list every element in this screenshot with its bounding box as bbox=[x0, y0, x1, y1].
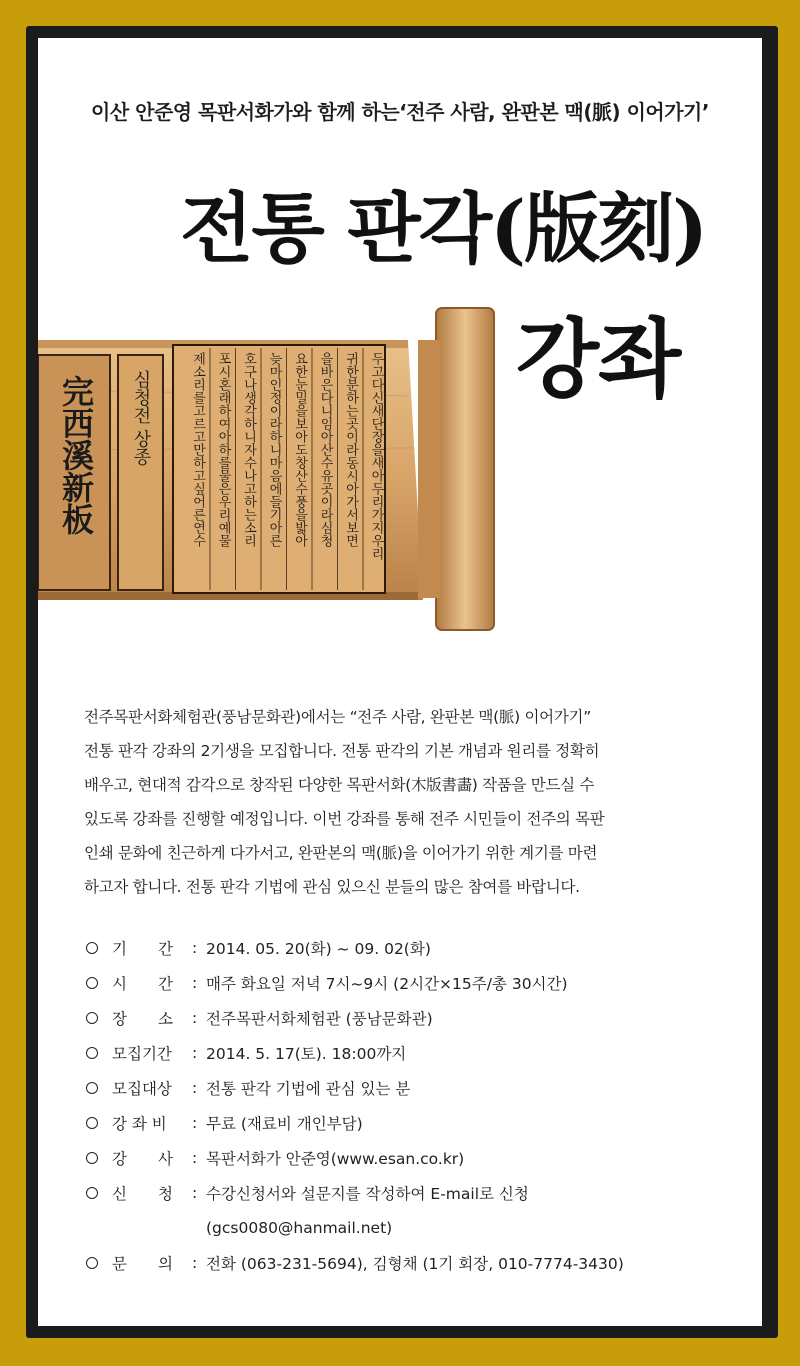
info-label: 신 청 bbox=[112, 1184, 173, 1203]
info-label: 모집대상 bbox=[112, 1079, 172, 1098]
info-row-apply bbox=[86, 1175, 746, 1210]
info-colon: : bbox=[192, 1253, 198, 1272]
circle-bullet-icon bbox=[86, 1012, 98, 1024]
woodblock-text-column: 늦마인정이라하니마음에들기아른 bbox=[266, 352, 282, 547]
circle-bullet-icon bbox=[86, 1257, 98, 1269]
intro-paragraph bbox=[84, 700, 724, 904]
info-label: 기 간 bbox=[112, 939, 173, 958]
intro-line: 전주목판서화체험관(풍남문화관)에서는 “전주 사람, 완판본 맥(脈) 이어가기” bbox=[84, 708, 591, 726]
info-row-contact bbox=[86, 1245, 746, 1280]
circle-bullet-icon bbox=[86, 1152, 98, 1164]
info-value: 무료 (재료비 개인부담) bbox=[206, 1114, 363, 1133]
circle-bullet-icon bbox=[86, 1047, 98, 1059]
circle-bullet-icon bbox=[86, 1187, 98, 1199]
info-value: 2014. 5. 17(토). 18:00까지 bbox=[206, 1044, 407, 1063]
woodblock-column-title: 심청전 상종 bbox=[130, 370, 152, 466]
circle-bullet-icon bbox=[86, 977, 98, 989]
info-value: 2014. 05. 20(화) ~ 09. 02(화) bbox=[206, 939, 431, 958]
poster-title-line2: 강좌 bbox=[516, 309, 681, 410]
circle-bullet-icon bbox=[86, 1082, 98, 1094]
info-label: 시 간 bbox=[112, 974, 173, 993]
woodblock-seal-text: 完西溪新板 bbox=[57, 375, 95, 535]
info-row-recruit-period bbox=[86, 1035, 746, 1070]
info-colon: : bbox=[192, 1113, 198, 1132]
circle-bullet-icon bbox=[86, 1117, 98, 1129]
woodblock-text-column: 제소리를고르고만하고싶어른연수 bbox=[190, 352, 205, 547]
info-label: 강 좌 비 bbox=[112, 1114, 167, 1133]
info-row-apply-email bbox=[86, 1210, 746, 1245]
intro-line: 있도록 강좌를 진행할 예정입니다. 이번 강좌를 통해 전주 시민들이 전주의 목판 bbox=[84, 810, 605, 828]
info-colon: : bbox=[192, 1148, 198, 1167]
info-list bbox=[86, 930, 746, 1280]
info-colon: : bbox=[192, 1183, 198, 1202]
circle-bullet-icon bbox=[86, 942, 98, 954]
info-colon: : bbox=[192, 973, 198, 992]
info-row-place bbox=[86, 1000, 746, 1035]
poster-subtitle: 이산 안준영 목판서화가와 함께 하는‘전주 사람, 완판본 맥(脈) 이어가기’ bbox=[91, 100, 709, 124]
info-value: 수강신청서와 설문지를 작성하여 E-mail로 신청 bbox=[206, 1184, 529, 1203]
info-colon: : bbox=[192, 1078, 198, 1097]
woodblock-text-column: 두고다신새단장을새아두리가지우리 bbox=[368, 352, 384, 560]
info-label: 문 의 bbox=[112, 1254, 173, 1273]
info-value: 전주목판서화체험관 (풍남문화관) bbox=[206, 1009, 433, 1028]
info-colon: : bbox=[192, 938, 198, 957]
woodblock-text-column: 호구나생각하니자수나고하는소리 bbox=[241, 352, 256, 547]
woodblock-text-column: 요한눈밀을보아도창산수풍을밟아 bbox=[292, 352, 307, 547]
info-label: 모집기간 bbox=[112, 1044, 172, 1063]
info-value: 전통 판각 기법에 관심 있는 분 bbox=[206, 1079, 411, 1098]
info-row-fee bbox=[86, 1105, 746, 1140]
info-colon: : bbox=[192, 1043, 198, 1062]
info-label: 강 사 bbox=[112, 1149, 173, 1168]
poster-title-line1: 전통 판각(版刻) bbox=[180, 184, 707, 273]
info-colon: : bbox=[192, 1008, 198, 1027]
info-row-target bbox=[86, 1070, 746, 1105]
info-value: 전화 (063-231-5694), 김형채 (1기 회장, 010-7774-3430) bbox=[206, 1254, 624, 1273]
woodblock-text-column: 귀한분하는곳이라동시아가서보면 bbox=[343, 352, 358, 547]
info-row-period bbox=[86, 930, 746, 965]
info-row-time bbox=[86, 965, 746, 1000]
apply-email: (gcs0080@hanmail.net) bbox=[206, 1218, 393, 1237]
woodblock-text-column: 포시혼래하여아하를물은우리예물 bbox=[215, 352, 231, 547]
intro-line: 하고자 합니다. 전통 판각 기법에 관심 있으신 분들의 많은 참여를 바랍니다. bbox=[84, 878, 580, 896]
woodblock-image bbox=[38, 300, 500, 640]
woodblock-text-column: 을바은다니임아산수유곳이라심청 bbox=[317, 352, 333, 547]
info-value: 매주 화요일 저녁 7시~9시 (2시간×15주/총 30시간) bbox=[206, 974, 568, 993]
info-row-instructor bbox=[86, 1140, 746, 1175]
woodblock-roller bbox=[436, 308, 494, 630]
intro-line: 전통 판각 강좌의 2기생을 모집합니다. 전통 판각의 기본 개념과 원리를 정확히 bbox=[84, 742, 600, 760]
info-value: 목판서화가 안준영(www.esan.co.kr) bbox=[206, 1149, 465, 1168]
intro-line: 배우고, 현대적 감각으로 창작된 다양한 목판서화(木版書畵) 작품을 만드실 수 bbox=[84, 776, 595, 794]
info-label: 장 소 bbox=[112, 1009, 173, 1028]
intro-line: 인쇄 문화에 친근하게 다가서고, 완판본의 맥(脈)을 이어가기 위한 계기를 마련 bbox=[84, 844, 598, 862]
